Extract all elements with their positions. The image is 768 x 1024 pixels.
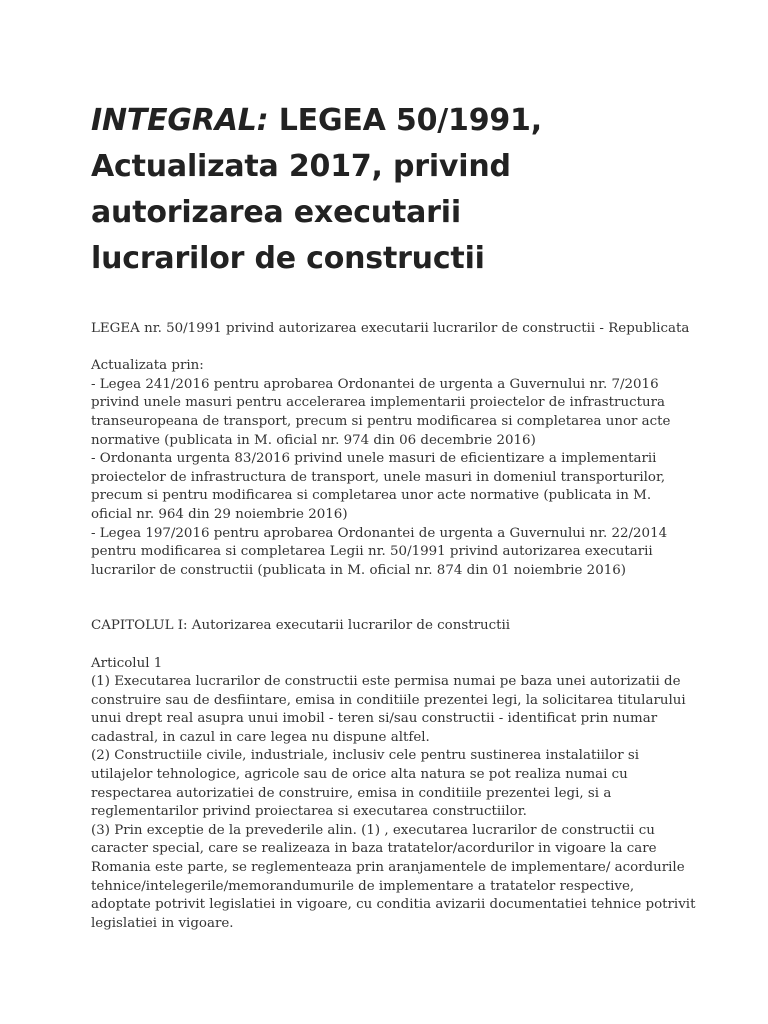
title-lead: INTEGRAL: [91,103,269,138]
updated-heading: Actualizata prin: [91,358,204,374]
chapter-heading: CAPITOLUL I: Autorizarea executarii lucrarilor de constructii [91,618,511,634]
article-text [91,673,696,933]
update-line: transeuropeana de transport, precum si pentru modificarea si completarea unor acte [91,413,671,429]
article-heading: Articolul 1 [91,655,163,671]
update-line: pentru modificarea si completarea Legii nr. 50/1991 privind autorizarea executarii [91,544,653,560]
article-line: tehnice/intelegerile/memorandumurile de implementare a tratatelor respective, [91,878,635,894]
title-line: autorizarea executarii [91,195,461,230]
update-line: proiectelor de infrastructura de transport, unele masuri in domeniul transporturilor, [91,469,666,485]
update-line: - Legea 197/2016 pentru aprobarea Ordonantei de urgenta a Guvernului nr. 22/2014 [91,525,668,541]
article-line: construire sau de desfiintare, emisa in conditiile prezentei legi, la solicitarea titularului [91,692,686,708]
title-line: lucrarilor de constructii [91,241,485,276]
document-title [91,98,691,282]
update-line: privind unele masuri pentru accelerarea implementarii proiectelor de infrastructura [91,395,665,411]
article-line: adoptate potrivit legislatiei in vigoare, cu conditia avizarii documentatiei tehnice potrivit [91,897,696,913]
article-line: Romania este parte, se reglementeaza prin aranjamentele de implementare/ acordurile [91,860,685,876]
article-line: caracter special, care se realizeaza in baza tratatelor/acordurilor in vigoare la care [91,841,657,857]
update-line: - Legea 241/2016 pentru aprobarea Ordonantei de urgenta a Guvernului nr. 7/2016 [91,376,659,392]
title-line: LEGEA 50/1991, [268,103,542,138]
update-line: precum si pentru modificarea si completarea unor acte normative (publicata in M. [91,488,652,504]
update-line: oficial nr. 964 din 29 noiembrie 2016) [91,506,348,522]
article-line: (3) Prin exceptie de la prevederile alin. (1) , executarea lucrarilor de constructii cu [91,822,655,838]
updates-list [91,376,691,581]
article-line: (1) Executarea lucrarilor de constructii este permisa numai pe baza unei autorizatii de [91,674,681,690]
document-body [91,320,696,933]
update-line: lucrarilor de constructii (publicata in M. oficial nr. 874 din 01 noiembrie 2016) [91,562,626,578]
title-line: Actualizata 2017, privind [91,149,511,184]
article-line: respectarea autorizatiei de construire, emisa in conditiile prezentei legi, si a [91,785,612,801]
document-page [91,98,696,933]
update-line: - Ordonanta urgenta 83/2016 privind unele masuri de eficientizare a implementarii [91,451,657,467]
article-line: utilajelor tehnologice, agricole sau de orice alta natura se pot realiza numai cu [91,767,628,783]
article-line: reglementarilor privind proiectarea si executarea constructiilor. [91,804,527,820]
article-line: unui drept real asupra unui imobil - teren si/sau constructii - identificat prin numar [91,711,658,727]
article-line: (2) Constructiile civile, industriale, inclusiv cele pentru sustinerea instalatiilor si [91,748,640,764]
article-line: legislatiei in vigoare. [91,915,234,931]
intro-paragraph: LEGEA nr. 50/1991 privind autorizarea executarii lucrarilor de constructii - Republicata [91,321,690,336]
article-line: cadastral, in cazul in care legea nu dispune altfel. [91,729,430,745]
update-line: normative (publicata in M. oficial nr. 974 din 06 decembrie 2016) [91,432,536,448]
